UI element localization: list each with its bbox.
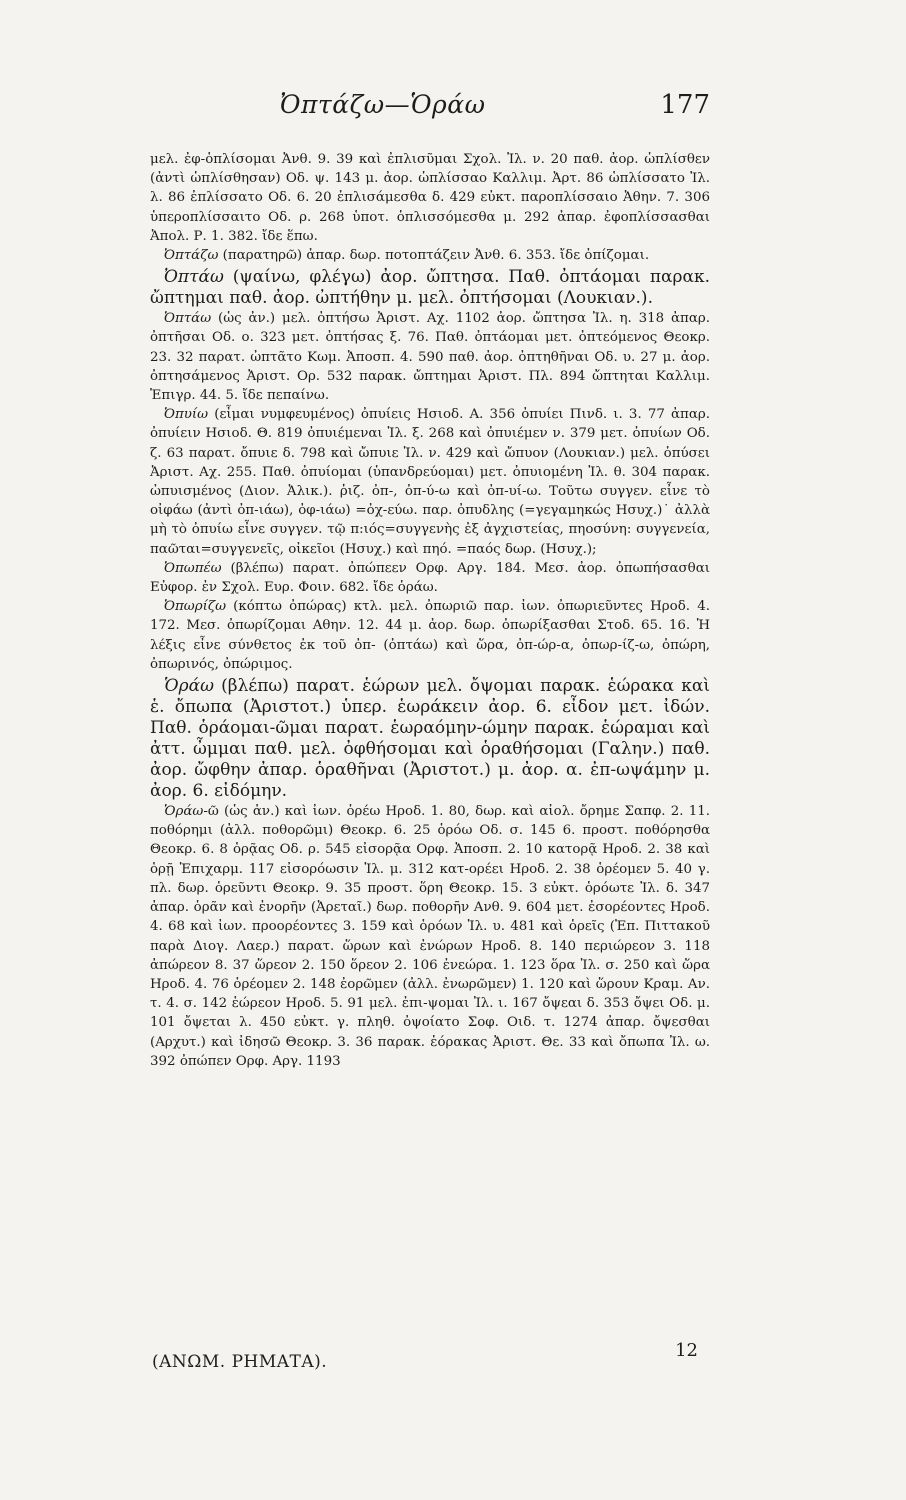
entry-lemma: Ὀπωρίζω [164,599,226,615]
entry-lemma: Ὁράω [164,804,204,820]
dictionary-entry [150,405,710,559]
entry-lemma: Ὁράω [164,676,214,697]
entry-text: (ὡς ἀν.) μελ. ὀπτήσω Ἀριστ. Αχ. 1102 ἀορ. ὤπτησα Ἰλ. η. 318 ἀπαρ. ὀπτῆσαι Οδ. ο. 323 μετ. ὀπτήσας ξ. 76. Παθ. ὀπτάομαι μετ. ὀπτεόμενος Θεοκρ. 23. 32 παρατ. ὠπτᾶτο Κωμ. Ἀποσπ. 4. 590 παθ. ἀορ. ὀπτηθῆναι Οδ. υ. 27 μ. ἀορ. ὀπτησάμενος Ἀριστ. Ορ. 532 παρακ. ὤπτημαι Ἀριστ. Πλ. 894 ὤπτηται Καλλιμ. Ἐπιγρ. 44. 5. ἴδε πεπαίνω. [150,311,710,404]
dictionary-entry [150,309,710,405]
page-number: 177 [660,90,710,120]
entry-continuation [150,150,710,246]
dictionary-entry [150,597,710,674]
entry-lemma: Ὀπτάζω [164,248,219,264]
entry-lemma: Ὀπωπέω [164,560,222,576]
dictionary-entry [150,559,710,597]
page-header [150,90,710,134]
entry-text: (βλέπω) παρατ. ἑώρων μελ. ὄψομαι παρακ. ἑώρακα καὶ ἑ. ὄπωπα (Ἀριστοτ.) ὑπερ. ἑωράκειν ἀορ. 6. εἶδον μετ. ἰδών. Παθ. ὁράομαι-ῶμαι παρατ. ἑωραόμην-ώμην παρακ. ἑώραμαι καὶ ἀττ. ὦμμαι παθ. μελ. ὀφθήσομαι καὶ ὁραθήσομαι (Γαλην.) παθ. ἀορ. ὤφθην ἀπαρ. ὁραθῆναι (Ἀριστοτ.) μ. ἀορ. α. ἐπ-ωψάμην μ. ἀορ. 6. εἰδόμην. [150,676,710,802]
running-head: Ὀπτάζω—Ὁράω [280,90,486,119]
dictionary-entry [150,246,710,265]
page-footer [150,1340,710,1380]
sheet-number: 12 [675,1340,698,1361]
dictionary-entry [150,267,710,309]
entry-text: (βλέπω) παρατ. ὀπώπεεν Ορφ. Αργ. 184. Μεσ. ἀορ. ὀπωπήσασθαι Εὐφορ. ἐν Σχολ. Ευρ. Φοιν. 682. ἴδε ὁράω. [150,560,710,596]
dictionary-entry [150,676,710,802]
entry-text: (ψαίνω, φλέγω) ἀορ. ὤπτησα. Παθ. ὀπτάομαι παρακ. ὤπτημαι παθ. ἀορ. ὠπτήθην μ. μελ. ὀπτήσομαι (Λουκιαν.). [150,267,710,309]
entry-text: (παρατηρῶ) ἀπαρ. δωρ. ποτοπτάζειν Ἀνθ. 6. 353. ἴδε ὀπίζομαι. [218,248,650,264]
entry-text: (κόπτω ὀπώρας) κτλ. μελ. ὀπωριῶ παρ. ἰων. ὀπωριεῦντες Ηροδ. 4. 172. Μεσ. ὀπωρίζομαι Αθην. 12. 44 μ. ἀορ. δωρ. ὀπωρίξασθαι Στοδ. 65. 16. Ἡ λέξις εἶνε σύνθετος ἐκ τοῦ ὀπ- (ὀπτάω) καὶ ὥρα, ὀπ-ώρ-α, ὀπωρ-ίζ-ω, ὀπώρη, ὀπωρινός, ὀπώριμος. [150,599,710,672]
entry-lemma: Ὀπτάω [164,311,212,327]
dictionary-text [150,150,710,1071]
entry-text: -ῶ (ὡς ἀν.) καὶ ἰων. ὁρέω Ηροδ. 1. 80, δωρ. καὶ αἰολ. ὄρημε Σαπφ. 2. 11. ποθόρημι (ἀλλ. ποθορῶμι) Θεοκρ. 6. 25 ὁρόω Οδ. σ. 145 6. προστ. ποθόρησθα Θεοκρ. 6. 8 ὁρᾷας Οδ. ρ. 545 εἰσορᾷα Ορφ. Ἀποσπ. 2. 10 κατορᾷ Ηροδ. 2. 38 καὶ ὁρῇ Ἐπιχαρμ. 117 εἰσορόωσιν Ἰλ. μ. 312 κατ-ορέει Ηροδ. 2. 38 ὁρέομεν 5. 40 γ. πλ. δωρ. ὁρεῦντι Θεοκρ. 9. 35 προστ. ὅρη Θεοκρ. 15. 3 εὐκτ. ὁρόωτε Ἰλ. δ. 347 ἀπαρ. ὁρᾶν καὶ ἐνορῆν (Ἀρεταῖ.) δωρ. ποθορῆν Ανθ. 9. 604 μετ. ἐσορέοντες Ηροδ. 4. 68 καὶ ἰων. προορέοντες 3. 159 καὶ ὁρόων Ἰλ. υ. 481 καὶ ὁρεῖς (Ἐπ. Πιττακοῦ παρὰ Διογ. Λαερ.) παρατ. ὥρων καὶ ἐνώρων Ηροδ. 8. 140 περιώρεον 3. 118 ἀπώρεον 8. 37 ὥρεον 2. 150 ὅρεον 2. 106 ἐνεώρα. 1. 123 ὅρα Ἰλ. σ. 250 καὶ ὥρα Ηροδ. 4. 76 ὁρέομεν 2. 148 ἐορῶμεν (ἀλλ. ἐνωρῶμεν) 1. 120 καὶ ὥρουν Κραμ. Αν. τ. 4. σ. 142 ἑώρεον Ηροδ. 5. 91 μελ. ἐπι-ψομαι Ἰλ. ι. 167 ὄψεαι δ. 353 ὄψει Οδ. μ. 101 ὄψεται λ. 450 εὐκτ. γ. πληθ. ὀψοίατο Σοφ. Οιδ. τ. 1274 ἀπαρ. ὄψεσθαι (Αρχυτ.) καὶ ἰδησῶ Θεοκρ. 3. 36 παρακ. ἑόρακας Ἀριστ. Θε. 33 καὶ ὄπωπα Ἰλ. ω. 392 ὀπώπεν Ορφ. Αργ. 1193 [150,804,710,1069]
entry-lemma: Ὀπτάω [164,267,224,288]
entry-text: μελ. ἐφ-ὁπλίσομαι Ἀνθ. 9. 39 καὶ ἐπλισῦμαι Σχολ. Ἰλ. ν. 20 παθ. ἀορ. ὡπλίσθεν (ἀντὶ ὡπλίσθησαν) Οδ. ψ. 143 μ. ἀορ. ὡπλίσσαο Καλλιμ. Ἀρτ. 86 ὡπλίσσατο Ἰλ. λ. 86 ἐπλίσσατο Οδ. 6. 20 ἐπλισάμεσθα δ. 429 εὐκτ. παροπλίσσαιο Ἀθην. 7. 306 ὑπεροπλίσσαιτο Οδ. ρ. 268 ὑποτ. ὁπλισσόμεσθα μ. 292 ἀπαρ. ἐφοπλίσσασθαι Ἀπολ. Ρ. 1. 382. ἴδε ἕπω. [150,152,710,244]
entry-lemma: Ὀπυίω [164,407,209,423]
entry-text: (εἶμαι νυμφευμένος) ὀπυίεις Ησιοδ. Α. 356 ὀπυίει Πινδ. ι. 3. 77 ἀπαρ. ὀπυίειν Ησιοδ. Θ. 819 ὀπυιέμεναι Ἰλ. ξ. 268 καὶ ὀπυιέμεν ν. 379 μετ. ὀπυίων Οδ. ζ. 63 παρατ. ὄπυιε δ. 798 καὶ ὤπυιε Ἰλ. ν. 429 καὶ ὤπυον (Λουκιαν.) μελ. ὀπύσει Ἀριστ. Αχ. 255. Παθ. ὀπυίομαι (ὑπανδρεύομαι) μετ. ὀπυιομένη Ἰλ. θ. 304 παρακ. ὠπυισμένος (Διον. Ἀλικ.). ῥιζ. ὀπ-, ὀπ-ύ-ω καὶ ὀπ-υί-ω. Τοῦτω συγγεν. εἶνε τὸ οἰφάω (ἀντὶ ὀπ-ιάω), ὀφ-ιάω) =ὀχ-εύω. παρ. ὀπυδλης (=γεγαμηκώς Ησυχ.)˙ ἀλλὰ μὴ τὸ ὀπυίω εἶνε συγγεν. τῷ π:ιός=συγγενὴς ἐξ ἀγχιστείας, πηοσύνη: συγγενεία, παῶται=συγγενεῖς, οἰκεῖοι (Ησυχ.) καὶ πηό. =παός δωρ. (Ησυχ.); [150,407,710,557]
signature-mark: (ΑΝΩΜ. ΡΗΜΑΤΑ). [152,1352,328,1372]
dictionary-entry [150,802,710,1071]
